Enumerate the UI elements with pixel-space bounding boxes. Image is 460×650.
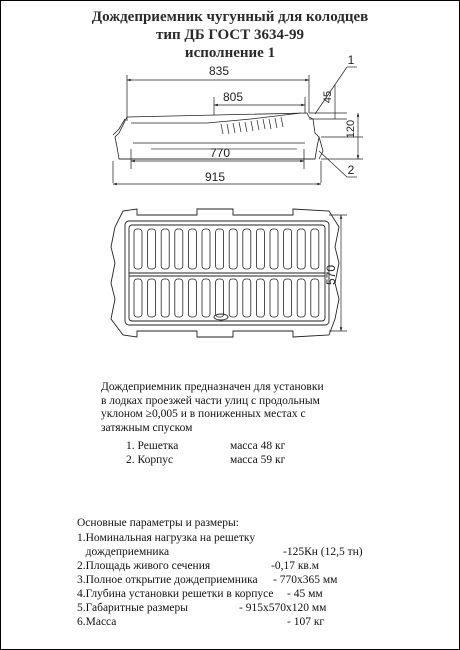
grate-slot [284,229,292,269]
grate-slot [216,279,224,317]
param-4-value: - 45 мм [287,588,323,600]
grate-slot [134,279,142,317]
dim-915: 915 [204,170,226,184]
grate-slot [256,279,264,317]
param-1-label: 1.Номинальная нагрузка на решетку [77,532,256,544]
param-2-value: -0,17 кв.м [271,560,319,572]
plan-view [111,209,347,337]
param-6-label: 6.Масса [77,616,117,628]
dim-45: 45 [322,90,334,104]
grate-slot [148,229,156,269]
dim-570: 570 [324,264,338,286]
grate-slot [297,229,305,269]
dimension-lines [113,67,363,184]
grate-slot [175,229,183,269]
param-2-label: 2.Площадь живого сечения [77,560,211,572]
part-1-name: 1. Решетка [126,440,179,452]
grate-slot [311,279,319,317]
grate-slot [311,229,319,269]
callout-2: 2 [347,163,355,177]
part-2-name: 2. Корпус [126,454,174,466]
grate-slot [270,229,278,269]
side-view [113,75,323,183]
params-heading: Основные параметры и размеры: [77,517,239,529]
grate-slot [243,279,251,317]
grate-slot [229,279,237,317]
dim-120: 120 [345,119,357,139]
grate-slot [148,279,156,317]
grate-slot [229,229,237,269]
param-5-value: - 915х570х120 мм [239,602,327,614]
grate-slot [297,279,305,317]
grate-slot [243,229,251,269]
title-line-3: исполнение 1 [184,45,276,61]
grate-slot [256,229,264,269]
grate-slot [216,229,224,269]
grate-slot [202,229,210,269]
grate-slot [134,229,142,269]
param-1b-label: дождеприемника [77,546,170,558]
description-block [101,381,324,435]
technical-drawing [1,1,460,381]
description-line: Дождеприемник предназначен для установки [101,381,324,393]
grate-slot [161,229,169,269]
grate-slot [270,279,278,317]
param-1-value: -125Кн (12,5 тн) [283,546,363,558]
grate-slot [188,279,196,317]
part-2-mass: масса 59 кг [230,454,286,466]
dim-805: 805 [222,90,244,104]
grate-slot [202,279,210,317]
param-3-label: 3.Полное открытие дождеприемника [77,574,258,586]
description-line: уклоном ≥0,005 и в пониженных местах с [101,408,306,420]
callout-1: 1 [347,53,355,67]
param-4-label: 4.Глубина установки решетки в корпусе [77,588,274,600]
side-view-slots [221,117,283,134]
param-3-value: - 770х365 мм [273,574,338,586]
grate-slot [284,279,292,317]
part-1-mass: масса 48 кг [230,440,286,452]
grate-slot [175,279,183,317]
param-6-value: - 107 кг [287,616,325,628]
description-line: затяжным спуском [101,421,193,434]
grate-slot [188,229,196,269]
dim-835: 835 [208,64,230,78]
title-line-2: тип ДБ ГОСТ 3634-99 [156,27,304,43]
dim-770: 770 [209,146,231,160]
grate-slot [161,279,169,317]
title-line-1: Дождеприемник чугунный для колодцев [91,9,369,25]
description-line: в лодках проезжей части улиц с продольным [101,394,320,407]
param-5-label: 5.Габаритные размеры [77,602,188,614]
